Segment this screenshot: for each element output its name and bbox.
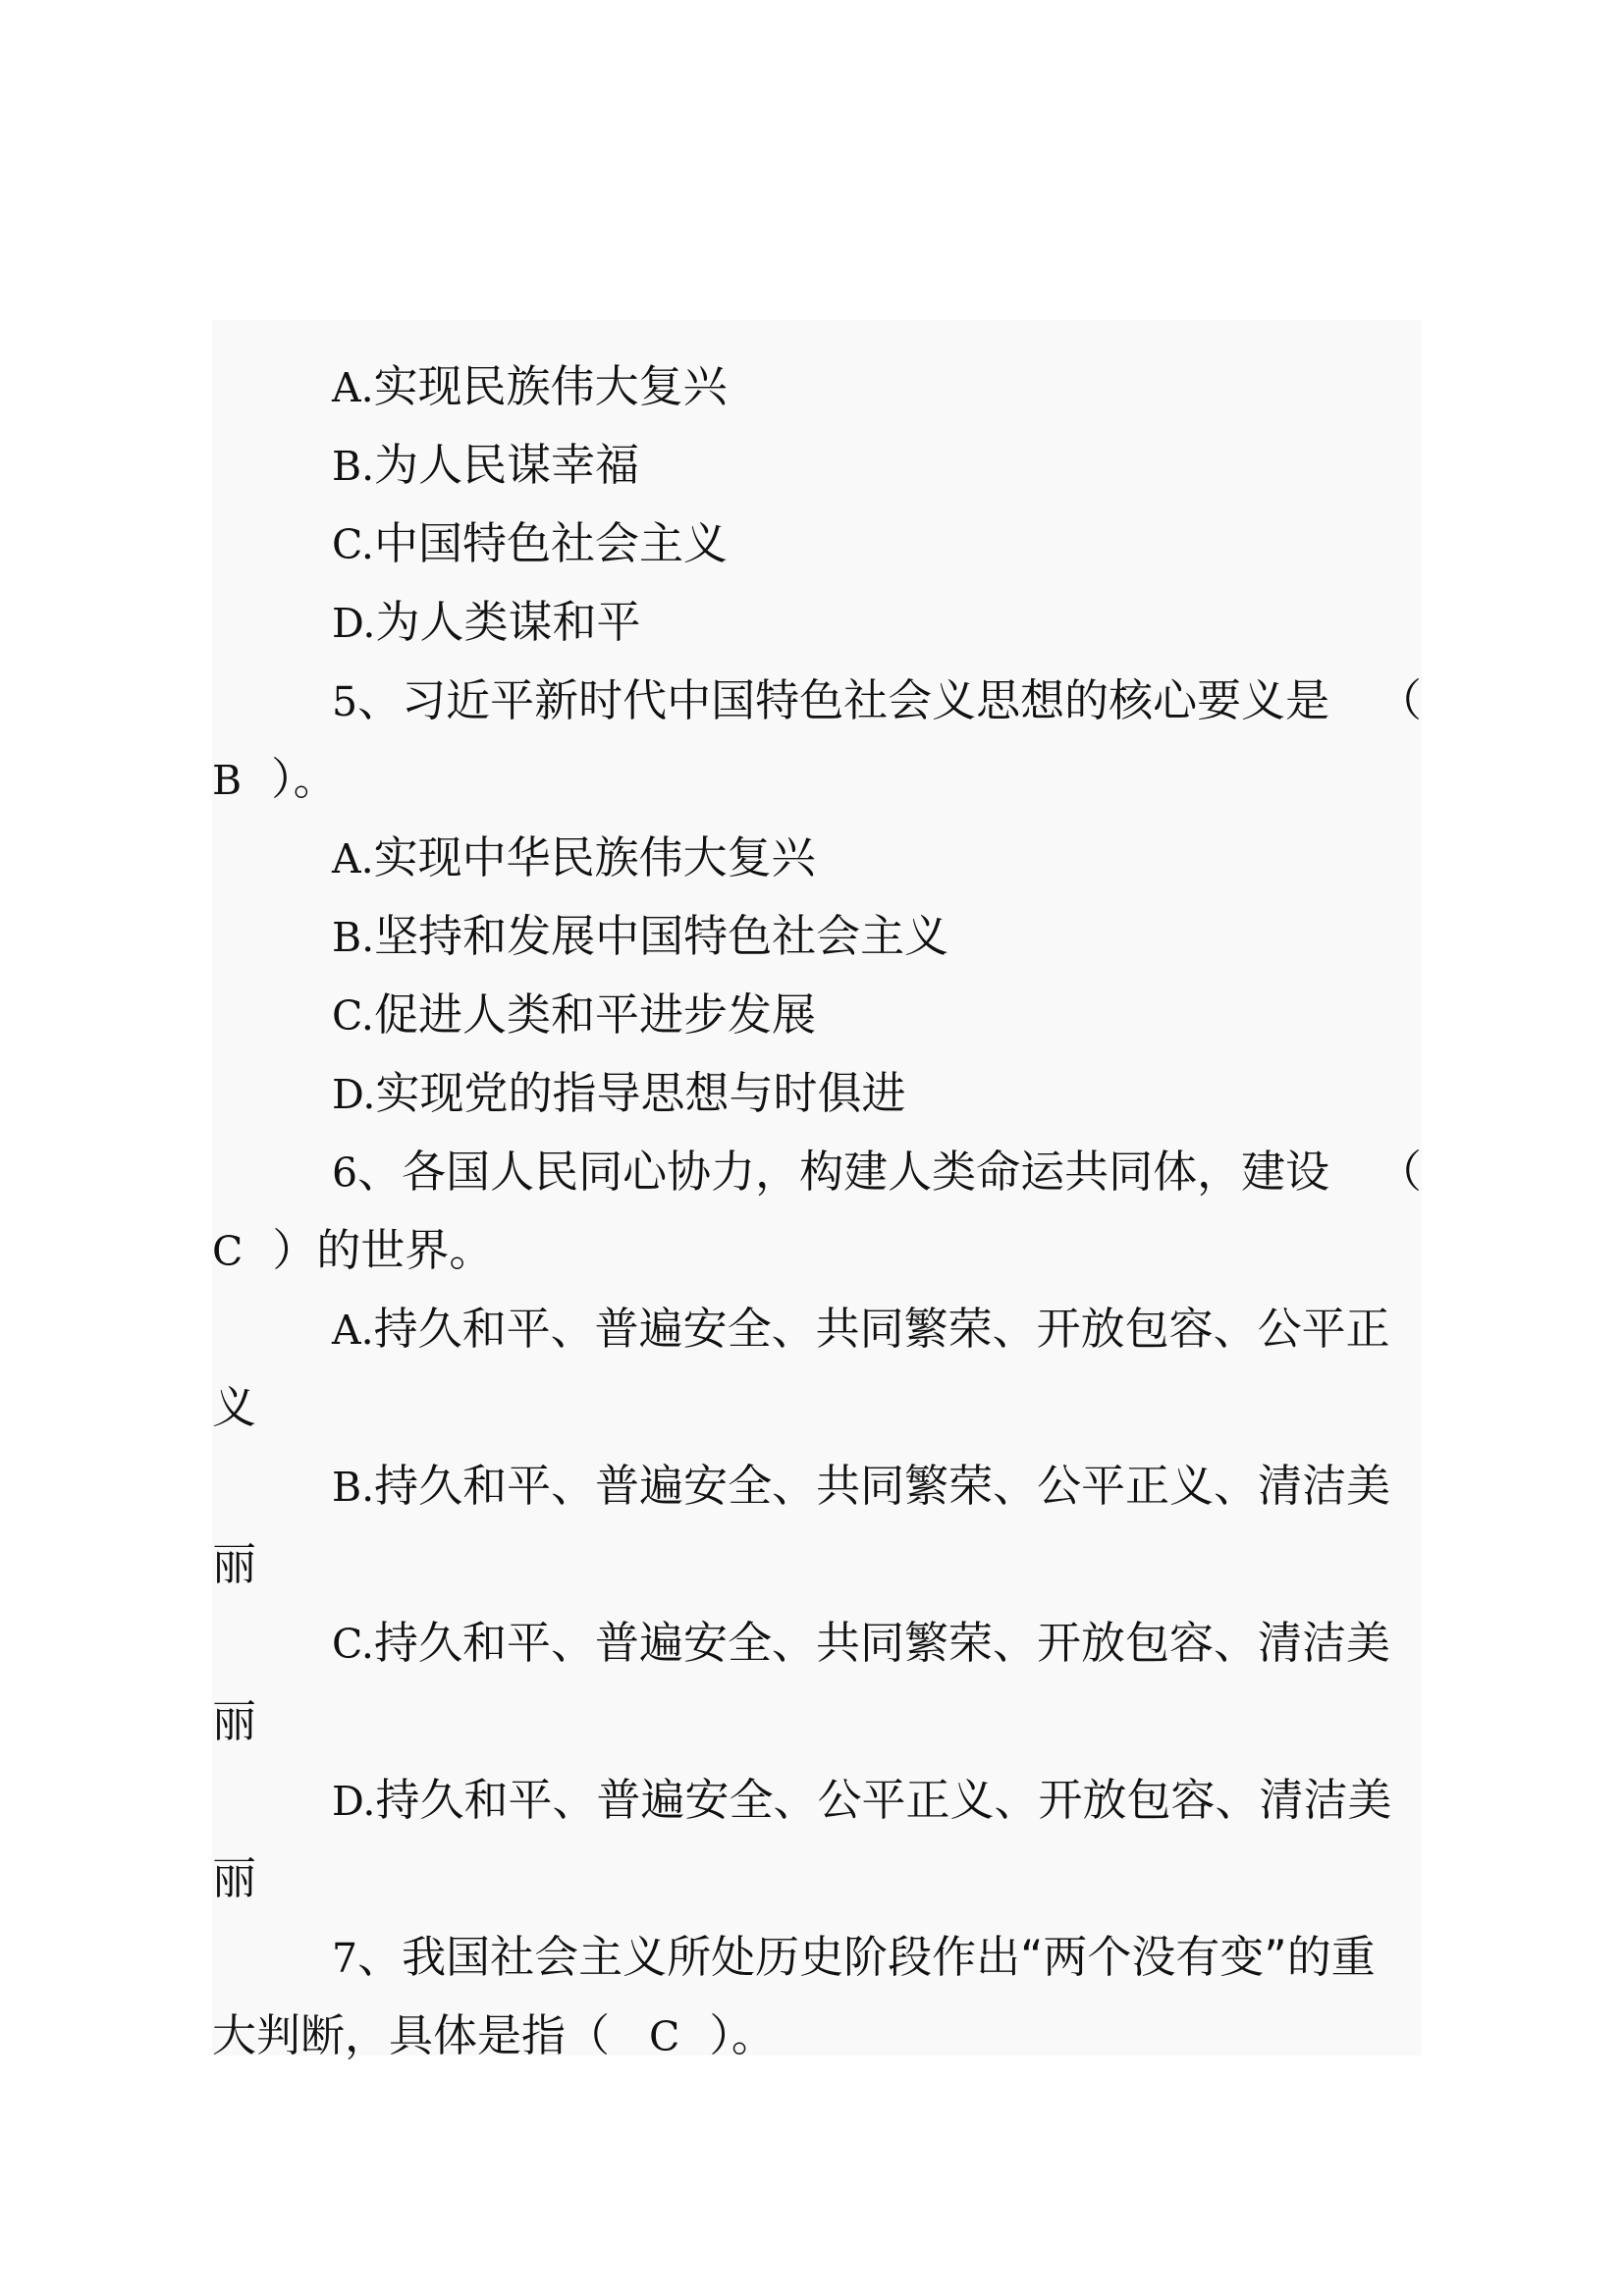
option-b-continued: 丽: [212, 1538, 257, 1590]
option-a: A.实现民族伟大复兴: [332, 360, 728, 412]
option-a-continued: 义: [212, 1381, 257, 1433]
option-c: C.持久和平、普遍安全、共同繁荣、开放包容、清洁美: [332, 1617, 1390, 1669]
option-b: B.为人民谋幸福: [332, 439, 640, 491]
question-5: 5、习近平新时代中国特色社会义思想的核心要义是 （: [332, 674, 1422, 726]
option-c-continued: 丽: [212, 1695, 257, 1747]
option-c: C.中国特色社会主义: [332, 517, 728, 569]
option-a: A.实现中华民族伟大复兴: [332, 831, 816, 883]
question-7: 7、我国社会主义所处历史阶段作出“两个没有变”的重: [332, 1931, 1376, 1983]
option-a: A.持久和平、普遍安全、共同繁荣、开放包容、公平正: [332, 1303, 1390, 1355]
question-6: 6、各国人民同心协力，构建人类命运共同体，建设 （: [332, 1146, 1422, 1198]
option-d: D.为人类谋和平: [332, 596, 641, 648]
option-d: D.实现党的指导思想与时俱进: [332, 1067, 906, 1119]
option-d: D.持久和平、普遍安全、公平正义、开放包容、清洁美: [332, 1774, 1392, 1826]
document-page: [212, 320, 1422, 2061]
question-5-answer: B ）。: [212, 753, 338, 805]
option-b: B.坚持和发展中国特色社会主义: [332, 910, 949, 962]
option-c: C.促进人类和平进步发展: [332, 988, 816, 1041]
question-6-answer: C ）的世界。: [212, 1224, 494, 1276]
option-d-continued: 丽: [212, 1852, 257, 1904]
option-b: B.持久和平、普遍安全、共同繁荣、公平正义、清洁美: [332, 1460, 1391, 1512]
question-7-continued: 大判断，具体是指（ C ）。: [212, 2009, 776, 2061]
